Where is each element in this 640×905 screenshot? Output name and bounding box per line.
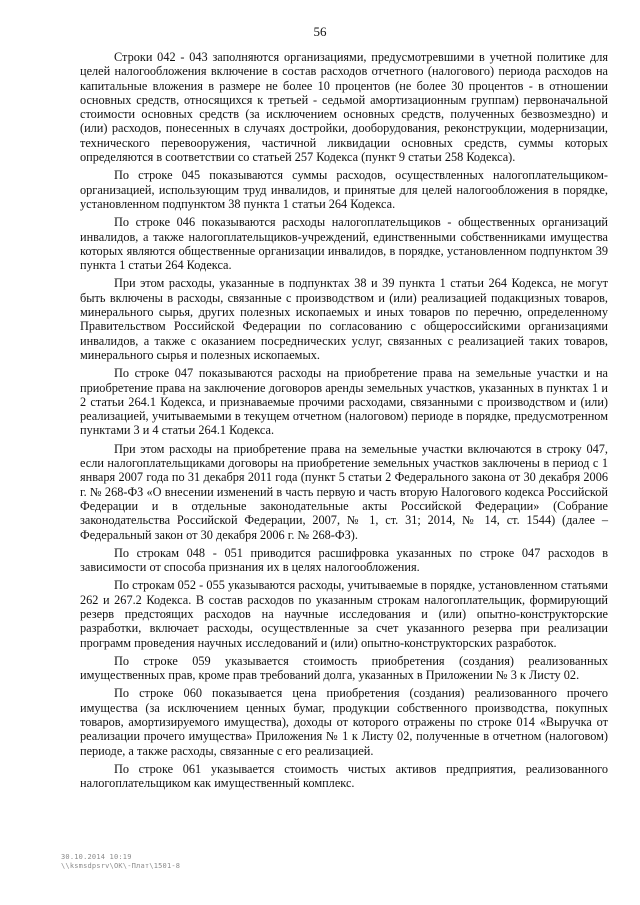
paragraph: По строкам 052 - 055 указываются расходы, учитываемые в порядке, установленном статьями 262 и 267.2 Кодекса. В состав расходов по указанным строкам налогоплательщик, формирующий резерв предстоящих расходов на научные исследования и (или) опытно-конструкторские разработки, включает расходы, осуществленные за счет указанного резерва при реализации программ проведения научных исследований и (или) опытно-конструкторских разработок.	[80, 578, 608, 650]
print-stamp-path: \\ksmsdpsrv\ОК\-Плат\1501-8	[61, 862, 181, 870]
paragraph: По строке 047 показываются расходы на приобретение права на земельные участки и на приобретение права на заключение договоров аренды земельных участков, указанных в пунктах 1 и 2 статьи 264.1 Кодекса, и признаваемые прочими расходами, связанными с производством и (или) реализацией, учитываемыми в текущем отчетном (налоговом) периоде в порядке, предусмотренном пунктами 3 и 4 статьи 264.1 Кодекса.	[80, 366, 608, 438]
paragraph: При этом расходы на приобретение права на земельные участки включаются в строку 047, если налогоплательщиками договоры на приобретение земельных участков заключены в период с 1 января 2007 года по 31 декабря 2011 года (пункт 5 статьи 2 Федерального закона от 30 декабря 2006 г. № 268-ФЗ «О внесении изменений в часть первую и часть вторую Налогового кодекса Российской Федерации и в отдельные законодательные акты Российской Федерации» (Собрание законодательства Российской Федерации, 2007, № 1, ст. 31; 2014, № 14, ст. 1544) (далее – Федеральный закон от 30 декабря 2006 г. № 268-ФЗ).	[80, 441, 608, 542]
paragraph: По строке 061 указывается стоимость чистых активов предприятия, реализованного налогоплательщиком как имущественный комплекс.	[80, 761, 608, 791]
print-stamp-date: 30.10.2014 10:19	[61, 853, 132, 861]
paragraph: По строке 046 показываются расходы налогоплательщиков - общественных организаций инвалидов, а также налогоплательщиков-учреждений, единственными собственниками имущества которых являются общественные организации инвалидов, в порядке, установленном подпунктом 39 пункта 1 статьи 264 Кодекса.	[80, 215, 608, 273]
paragraph: При этом расходы, указанные в подпунктах 38 и 39 пункта 1 статьи 264 Кодекса, не могут быть включены в расходы, связанные с производством и (или) реализацией подакцизных товаров, минерального сырья, других полезных ископаемых и иных товаров по перечню, определенному Правительством Российской Федерации по согласованию с общероссийскими организациями инвалидов, а также с оказанием посреднических услуг, связанных с реализацией таких товаров, минерального сырья и полезных ископаемых.	[80, 276, 608, 362]
paragraph: Строки 042 - 043 заполняются организациями, предусмотревшими в учетной политике для целей налогообложения включение в состав расходов отчетного (налогового) периода расходов на капитальные вложения в размере не более 10 процентов (не более 30 процентов - в отношении основных средств, относящихся к третьей - седьмой амортизационным группам) первоначальной стоимости основных средств (за исключением основных средств, полученных безвозмездно) и (или) расходов, понесенных в случаях достройки, дооборудования, реконструкции, модернизации, технического перевооружения, частичной ликвидации основных средств, суммы которых определяются в соответствии со статьей 257 Кодекса (пункт 9 статьи 258 Кодекса).	[80, 50, 608, 165]
print-stamp	[61, 853, 180, 871]
paragraph: По строке 045 показываются суммы расходов, осуществленных налогоплательщиком-организацией, использующим труд инвалидов, и принятые для целей налогообложения в порядке, установленном подпунктом 38 пункта 1 статьи 264 Кодекса.	[80, 168, 608, 211]
document-body	[80, 50, 608, 795]
paragraph: По строке 060 показывается цена приобретения (создания) реализованного прочего имущества (за исключением ценных бумаг, продукции собственного производства, покупных товаров, амортизируемого имущества), доходы от которого отражены по строке 014 «Выручка от реализации прочего имущества» Приложения № 1 к Листу 02, полученные в отчетном (налоговом) периоде, а также расходы, связанные с его реализацией.	[80, 686, 608, 758]
paragraph: По строке 059 указывается стоимость приобретения (создания) реализованных имущественных прав, кроме прав требований долга, указанных в Приложении № 3 к Листу 02.	[80, 653, 608, 683]
page-number: 56	[313, 24, 327, 39]
paragraph: По строкам 048 - 051 приводится расшифровка указанных по строке 047 расходов в зависимости от способа признания их в целях налогообложения.	[80, 545, 608, 575]
